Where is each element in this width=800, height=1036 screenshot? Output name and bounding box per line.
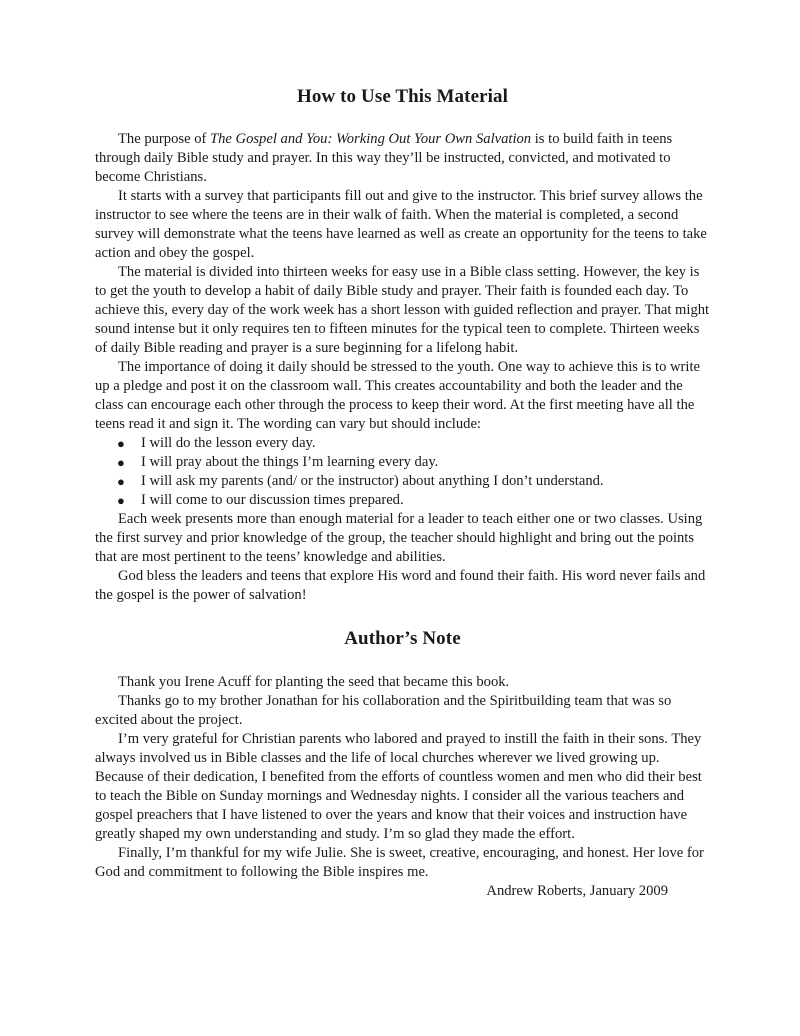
paragraph-thanks-irene: Thank you Irene Acuff for planting the seed that became this book. — [118, 674, 510, 690]
section-title-how-to-use: How to Use This Material — [296, 86, 509, 107]
pledge-item — [95, 434, 710, 453]
author-signature: Andrew Roberts, January 2009 — [486, 883, 668, 899]
pledge-item-text: I will come to our discussion times prepared. — [141, 492, 404, 508]
section-title-authors-note: Author’s Note — [344, 628, 461, 649]
bullet-icon: ● — [117, 474, 125, 489]
paragraph-weekly-material: Each week presents more than enough material for a leader to teach either one or two classes. Using the first survey and prior knowledge of the group, the teacher should highlight and bring out the points that are most pertinent to the teens’ knowledge and abilities. — [95, 511, 703, 565]
pledge-item-text: I will pray about the things I’m learning every day. — [141, 454, 439, 470]
pledge-item — [95, 491, 710, 510]
pledge-item — [95, 453, 710, 472]
document-page — [95, 86, 710, 901]
pledge-item-text: I will do the lesson every day. — [141, 435, 316, 451]
bullet-icon: ● — [117, 436, 125, 451]
paragraph-grateful-parents: I’m very grateful for Christian parents who labored and prayed to instill the faith in their sons. They always involved us in Bible classes and the life of local churches wherever we lived growing up. Because of their dedication, I benefited from the efforts of countless women and men who did their best to teach the Bible on Sunday mornings and Wednesday nights. I consider all the various teachers and gospel preachers that I have listened to over the years and know that their voices and instruction have greatly shaped my own understanding and study. I’m so glad they made the effort. — [95, 731, 702, 842]
bullet-icon: ● — [117, 455, 125, 470]
bullet-icon: ● — [117, 493, 125, 508]
paragraph-thirteen-weeks: The material is divided into thirteen weeks for easy use in a Bible class setting. However, the key is to get the youth to develop a habit of daily Bible study and prayer. Their faith is founded each day. To achieve this, every day of the work week has a short lesson with guided reflection and prayer. That might sound intense but it only requires ten to fifteen minutes for the typical teen to complete. Thirteen weeks of daily Bible reading and prayer is a sure beginning for a lifelong habit. — [95, 264, 710, 356]
paragraph-survey: It starts with a survey that participants fill out and give to the instructor. This brief survey allows the instructor to see where the teens are in their walk of faith. When the material is completed, a second survey will demonstrate what the teens have learned as well as create an opportunity for the teens to take action and obey the gospel. — [95, 188, 707, 261]
purpose-text-end: is to build faith in teens through daily Bible study and prayer. In this way they’ll be instructed, convicted, and motivated to become Christians. — [95, 131, 673, 185]
pledge-list — [95, 434, 710, 510]
book-title: The Gospel and You: Working Out Your Own Salvation — [210, 131, 532, 147]
paragraph-thanks-jonathan: Thanks go to my brother Jonathan for his collaboration and the Spiritbuilding team that was so excited about the project. — [95, 693, 672, 728]
pledge-item-text: I will ask my parents (and/ or the instructor) about anything I don’t understand. — [141, 473, 604, 489]
pledge-item — [95, 472, 710, 491]
paragraph-daily-importance: The importance of doing it daily should be stressed to the youth. One way to achieve this is to write up a pledge and post it on the classroom wall. This creates accountability and both the leader and the class can encourage each other through the process to keep their word. At the first meeting have all the teens read it and sign it. The wording can vary but should include: — [95, 359, 701, 432]
paragraph-blessing: God bless the leaders and teens that explore His word and found their faith. His word never fails and the gospel is the power of salvation! — [95, 568, 706, 603]
paragraph-thanks-wife: Finally, I’m thankful for my wife Julie. She is sweet, creative, encouraging, and honest. Her love for God and commitment to following the Bible inspires me. — [95, 845, 704, 880]
paragraph-purpose — [95, 130, 710, 187]
purpose-text-start: The purpose of — [118, 131, 210, 147]
